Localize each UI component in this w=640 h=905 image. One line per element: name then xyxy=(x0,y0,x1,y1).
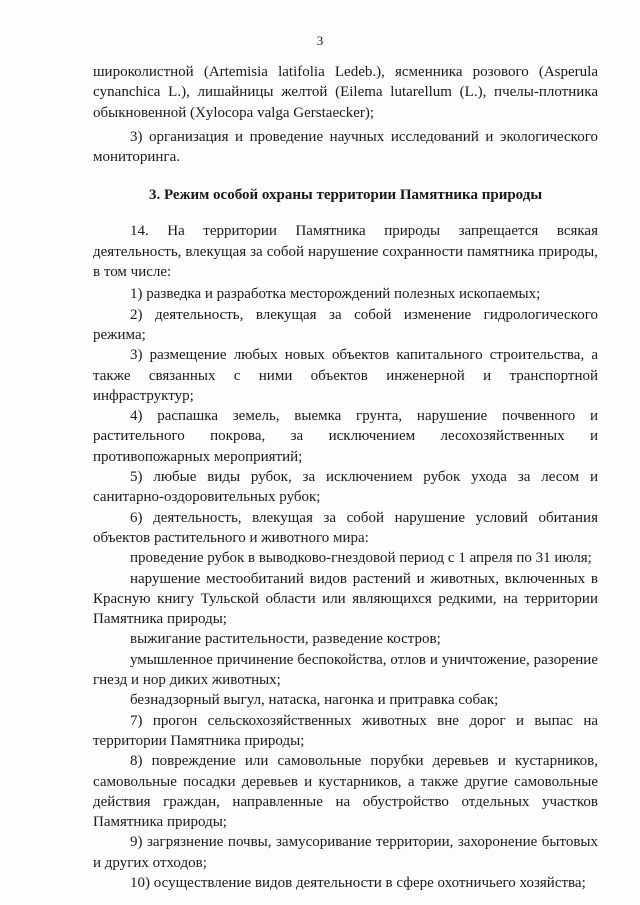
list-item: умышленное причинение беспокойства, отлов и уничтожение, разорение гнезд и нор диких животных; xyxy=(93,651,598,689)
list-item: 1) разведка и разработка месторождений полезных ископаемых; xyxy=(130,286,541,303)
list-item: 2) деятельность, влекущая за собой изменение гидрологического режима; xyxy=(93,306,598,343)
list-item: выжигание растительности, разведение костров; xyxy=(130,631,441,648)
section-heading: 3. Режим особой охраны территории Памятника природы xyxy=(148,187,543,204)
list-item: 4) распашка земель, выемка грунта, нарушение почвенного и растительного покрова, за исключением лесохозяйственных и противопожарных мероприятий; xyxy=(93,408,598,465)
list-item: 9) загрязнение почвы, замусоривание территории, захоронение бытовых и других отходов; xyxy=(93,834,598,871)
list-item: нарушение местообитаний видов растений и животных, включенных в Красную книгу Тульской области или являющихся редкими, на территории Памятника природы; xyxy=(93,570,598,628)
list-item: безнадзорный выгул, натаска, нагонка и притравка собак; xyxy=(130,692,499,709)
list-item: 5) любые виды рубок, за исключением рубок ухода за лесом и санитарно-оздоровительных рубок; xyxy=(93,469,598,506)
list-item: 10) осуществление видов деятельности в сфере охотничьего хозяйства; xyxy=(130,874,586,891)
list-item: 3) размещение любых новых объектов капитального строительства, а также связанных с ними объектов инженерной и транспортной инфраструктур; xyxy=(93,347,598,404)
intro-paragraph: широколистной (Artemisia latifolia Ledeb.), ясменника розового (Asperula cynanchica L.), лишайницы желтой (Eilema lutarellum (L.), пчелы-плотника обыкновенной (Xylocopa valga Gerstaecker); xyxy=(93,64,598,121)
item-3-paragraph: 3) организация и проведение научных исследований и экологического мониторинга. xyxy=(93,128,598,166)
page-number: 3 xyxy=(316,33,324,48)
prohibitions-list xyxy=(93,284,598,893)
document-body xyxy=(93,62,598,893)
list-item: 6) деятельность, влекущая за собой нарушение условий обитания объектов растительного и животного мира: xyxy=(93,509,598,546)
list-item: 8) повреждение или самовольные порубки деревьев и кустарников, самовольные посадки деревьев и кустарников, а также другие самовольные действия граждан, направленные на обустройство отдельных участков Памятника природы; xyxy=(93,753,598,831)
list-item: 7) прогон сельскохозяйственных животных вне дорог и выпас на территории Памятника природы; xyxy=(93,712,598,749)
list-item: проведение рубок в выводково-гнездовой период с 1 апреля по 31 июля; xyxy=(130,550,592,567)
clause-14: 14. На территории Памятника природы запрещается всякая деятельность, влекущая за собой нарушение сохранности памятника природы, в том числе: xyxy=(93,223,598,281)
